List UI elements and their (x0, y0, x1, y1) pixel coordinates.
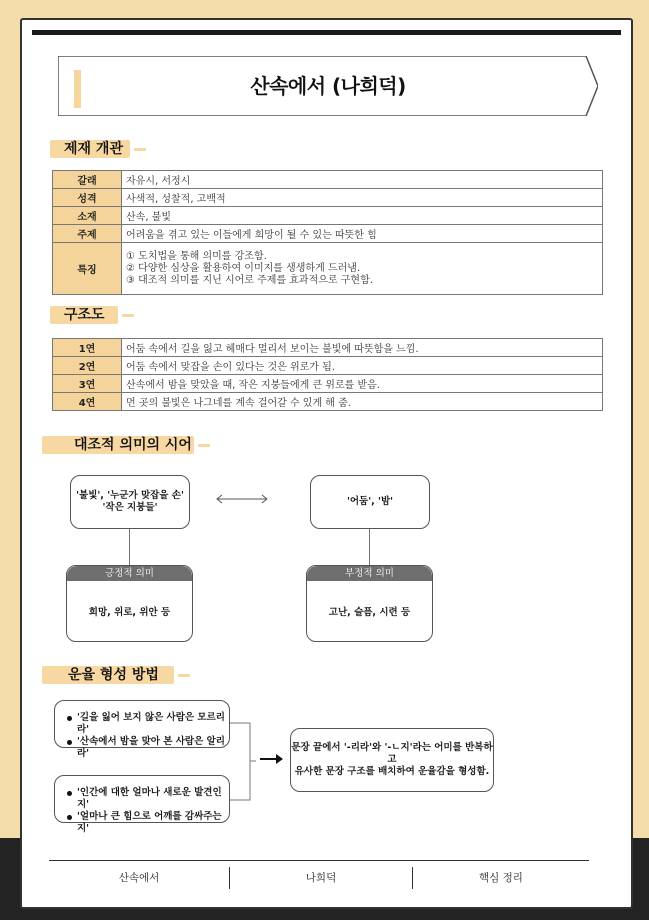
row-value: 먼 곳의 불빛은 나그네를 계속 걸어갈 수 있게 해 줌. (122, 393, 603, 411)
feature-item: ② 다양한 심상을 활용하여 이미지를 생생하게 드러냄. (126, 262, 361, 274)
row-label: 4연 (53, 393, 122, 411)
row-value: 산속, 불빛 (122, 207, 603, 225)
right-arrow-icon (258, 752, 284, 766)
structure-table (52, 338, 603, 411)
list-item: '얼마나 큰 힘으로 어깨를 감싸주는지' (67, 811, 229, 835)
negative-meaning: 고난, 슬픔, 시련 등 (328, 607, 411, 618)
rhyme-group-2 (54, 775, 230, 834)
negative-words: '어둠', '밤' (346, 496, 394, 507)
rhyme-result-line: 문장 끝에서 '-리라'와 '-ㄴ지'라는 어미를 반복하고 (291, 742, 493, 765)
section-heading-contrast: 대조적 의미의 시어 (42, 432, 242, 458)
connector-line (129, 529, 130, 566)
positive-meaning-card (66, 565, 193, 642)
row-label: 소재 (53, 207, 122, 225)
list-item: '길을 잃어 보지 않은 사람은 모르리라' (67, 712, 229, 736)
double-arrow-icon (212, 492, 272, 506)
features-cell (122, 243, 603, 295)
row-value: 어둠 속에서 길을 잃고 헤매다 멀리서 보이는 불빛에 따뜻함을 느낌. (122, 339, 603, 357)
page-footer (49, 860, 589, 890)
table-row (53, 207, 603, 225)
footer-title: 산속에서 (118, 872, 160, 884)
negative-meaning-card (306, 565, 433, 642)
row-label: 1연 (53, 339, 122, 357)
list-item: '산속에서 밤을 맞아 본 사람은 알리라' (67, 736, 229, 760)
positive-words-line: '작은 지붕들' (102, 502, 158, 513)
table-row-features (53, 243, 603, 295)
positive-words-box (70, 475, 190, 529)
footer-author: 나희덕 (305, 872, 337, 884)
overview-table (52, 170, 603, 295)
row-value: 산속에서 밤을 맞았을 때, 작은 지붕들에게 큰 위로를 받음. (122, 375, 603, 393)
row-label: 갈래 (53, 171, 122, 189)
row-label: 2연 (53, 357, 122, 375)
section-heading-structure: 구조도 (50, 302, 170, 328)
row-label: 3연 (53, 375, 122, 393)
row-label: 특징 (53, 243, 122, 295)
row-value: 자유시, 서정시 (122, 171, 603, 189)
row-value: 어려움을 겪고 있는 이들에게 희망이 될 수 있는 따뜻한 힘 (122, 225, 603, 243)
feature-item: ① 도치법을 통해 의미를 강조함. (126, 250, 267, 262)
top-rule (32, 30, 621, 35)
page-sheet (20, 18, 633, 909)
list-item: '인간에 대한 얼마나 새로운 발견인지' (67, 787, 229, 811)
positive-meaning: 희망, 위로, 위안 등 (88, 607, 171, 618)
rhyme-result-line: 유사한 문장 구조를 배치하여 운율감을 형성함. (294, 766, 490, 777)
row-label: 주제 (53, 225, 122, 243)
table-row (53, 375, 603, 393)
page-title: 산속에서 (나희덕) (250, 74, 406, 98)
rhyme-group-1 (54, 700, 230, 759)
negative-tag: 부정적 의미 (307, 566, 432, 581)
table-row (53, 393, 603, 411)
table-row (53, 339, 603, 357)
row-value: 사색적, 성찰적, 고백적 (122, 189, 603, 207)
section-heading-overview: 제재 개관 (50, 136, 170, 162)
row-label: 성격 (53, 189, 122, 207)
positive-tag: 긍정적 의미 (67, 566, 192, 581)
feature-item: ③ 대조적 의미를 지닌 시어로 주제를 효과적으로 구현함. (126, 274, 373, 286)
section-heading-rhyme: 운율 형성 방법 (42, 662, 242, 688)
negative-words-box (310, 475, 430, 529)
table-row (53, 225, 603, 243)
table-row (53, 171, 603, 189)
row-value: 어둠 속에서 맞잡을 손이 있다는 것은 위로가 됨. (122, 357, 603, 375)
rhyme-result-box (290, 728, 494, 792)
positive-words-line: '불빛', '누군가 맞잡을 손' (76, 490, 184, 501)
table-row (53, 189, 603, 207)
table-row (53, 357, 603, 375)
footer-section: 핵심 정리 (479, 872, 523, 884)
connector-line (369, 529, 370, 566)
